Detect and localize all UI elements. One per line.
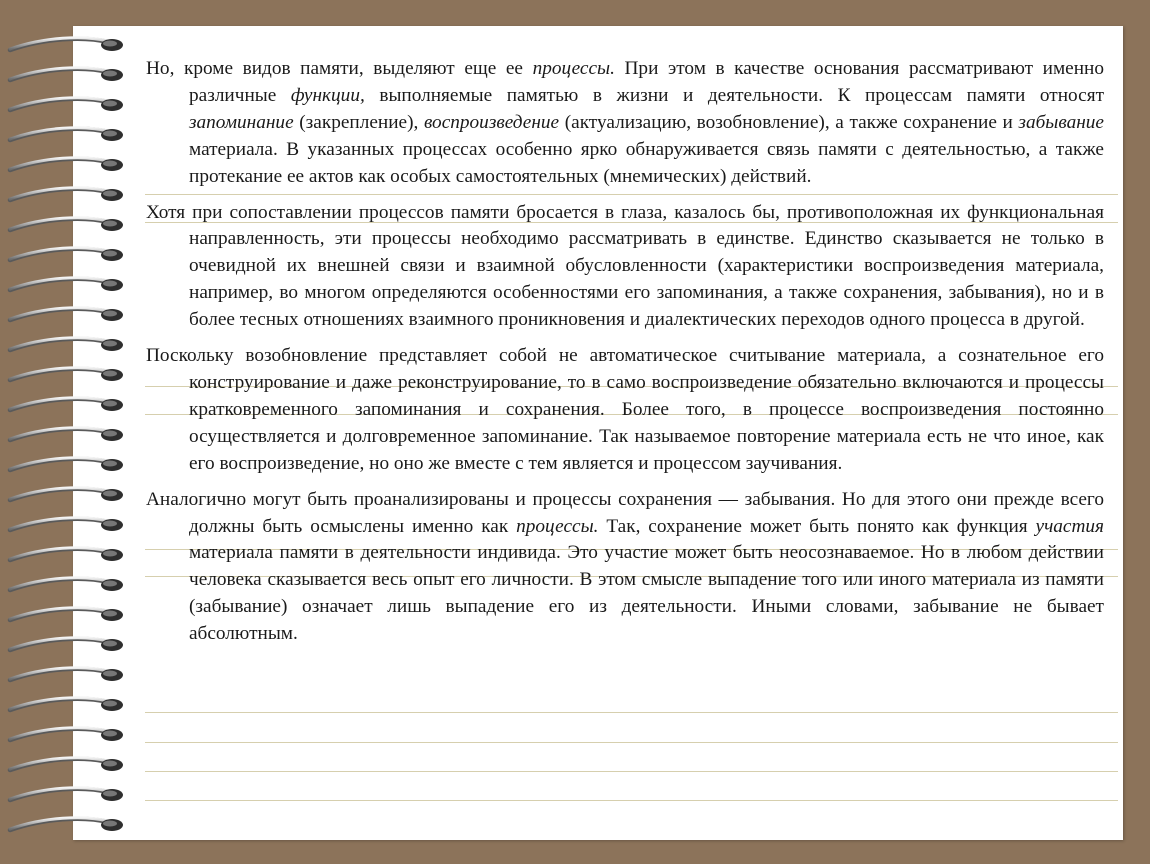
spiral-coil bbox=[4, 754, 126, 776]
text-run: Но, кроме видов памяти, выделяют еще ее bbox=[146, 58, 533, 79]
text-run: выполняемые памятью в жизни и деятельности. К процессам памяти относят bbox=[364, 84, 1104, 106]
text-run: Поскольку возобновление представляет собой не автоматическое считывание материала, а сознательное его конструирование и даже реконструирование, то в само воспроизведение обязательно включаются и процессы кратковременного запоминания и сохранения. Более того, в процессе воспроизведения постоянно осуществляется и долговременное запоминание. Так называемое повторение материала есть не что иное, как его воспроизведение, но оно же вместе с тем является и процессом заучивания. bbox=[146, 345, 1104, 474]
spiral-coil bbox=[4, 64, 126, 86]
paragraph-3 bbox=[146, 343, 1104, 478]
italic-term: запоминание bbox=[189, 111, 294, 133]
spiral-coil bbox=[4, 34, 126, 56]
spiral-coil bbox=[4, 94, 126, 116]
spiral-coil bbox=[4, 244, 126, 266]
spiral-coil bbox=[4, 214, 126, 236]
text-run: материала памяти в деятельности индивида. Это участие может быть неосознаваемое. Но в любом действии человека сказывается весь опыт его личности. В этом смысле выпадение того или иного материала из памяти (забывание) означает лишь выпадение его из деятельности. Иными словами, забывание не бывает абсолютным. bbox=[189, 542, 1104, 645]
italic-term: участия bbox=[1035, 515, 1105, 537]
italic-term: функции, bbox=[290, 84, 365, 106]
page-text bbox=[146, 56, 1104, 657]
spiral-coil bbox=[4, 694, 126, 716]
spiral-coil bbox=[4, 604, 126, 626]
spiral-coil bbox=[4, 514, 126, 536]
spiral-coil bbox=[4, 484, 126, 506]
ruled-line bbox=[145, 712, 1118, 713]
paragraph-2 bbox=[146, 200, 1104, 335]
spiral-binding bbox=[0, 26, 130, 840]
spiral-coil bbox=[4, 454, 126, 476]
spiral-coil bbox=[4, 364, 126, 386]
italic-term: процессы. bbox=[532, 58, 615, 79]
paragraph-1 bbox=[146, 56, 1104, 191]
italic-term: воспроизведение bbox=[423, 111, 560, 133]
text-run: (актуализацию, возобновление), а также сохранение и bbox=[559, 111, 1019, 133]
spiral-coil bbox=[4, 274, 126, 296]
spiral-coil bbox=[4, 814, 126, 836]
spiral-coil bbox=[4, 664, 126, 686]
text-run: Аналогично могут быть проанализированы и процессы сохранения — забывания. Но для этого они прежде всего должны быть осмыслены именно как bbox=[146, 488, 1104, 537]
ruled-line bbox=[145, 771, 1118, 772]
spiral-coil bbox=[4, 304, 126, 326]
paragraph-4 bbox=[146, 487, 1104, 648]
ruled-line bbox=[145, 800, 1118, 801]
spiral-coil bbox=[4, 784, 126, 806]
text-run: материала. В указанных процессах особенно ярко обнаруживается связь памяти с деятельностью, а также протекание ее актов как особых самостоятельных (мнемических) действий. bbox=[189, 138, 1104, 187]
text-run: Хотя при сопоставлении процессов памяти бросается в глаза, казалось бы, противоположная их функциональная направленность, эти процессы необходимо рассматривать в единстве. Единство сказывается не только в очевидной их внешней связи и взаимной обусловленности (характеристики воспроизведения материала, например, во многом определяются особенностями его запоминания, а также сохранения, забывания), но и в более тесных отношениях взаимного проникновения и диалектических переходов одного процесса в другой. bbox=[146, 201, 1104, 331]
spiral-coil bbox=[4, 724, 126, 746]
spiral-coil bbox=[4, 334, 126, 356]
spiral-coil bbox=[4, 154, 126, 176]
spiral-coil bbox=[4, 544, 126, 566]
text-run: (закрепление), bbox=[293, 111, 424, 133]
spiral-coil bbox=[4, 574, 126, 596]
text-run: Так, сохранение может быть понято как функция bbox=[598, 515, 1036, 537]
spiral-coil bbox=[4, 634, 126, 656]
spiral-coil bbox=[4, 184, 126, 206]
text-run: При этом в качестве основания рассматривают именно различные bbox=[189, 58, 1104, 106]
spiral-coil bbox=[4, 124, 126, 146]
ruled-line bbox=[145, 742, 1118, 743]
italic-term: забывание bbox=[1018, 111, 1104, 133]
spiral-coil bbox=[4, 424, 126, 446]
spiral-coil bbox=[4, 394, 126, 416]
italic-term: процессы. bbox=[516, 515, 599, 537]
